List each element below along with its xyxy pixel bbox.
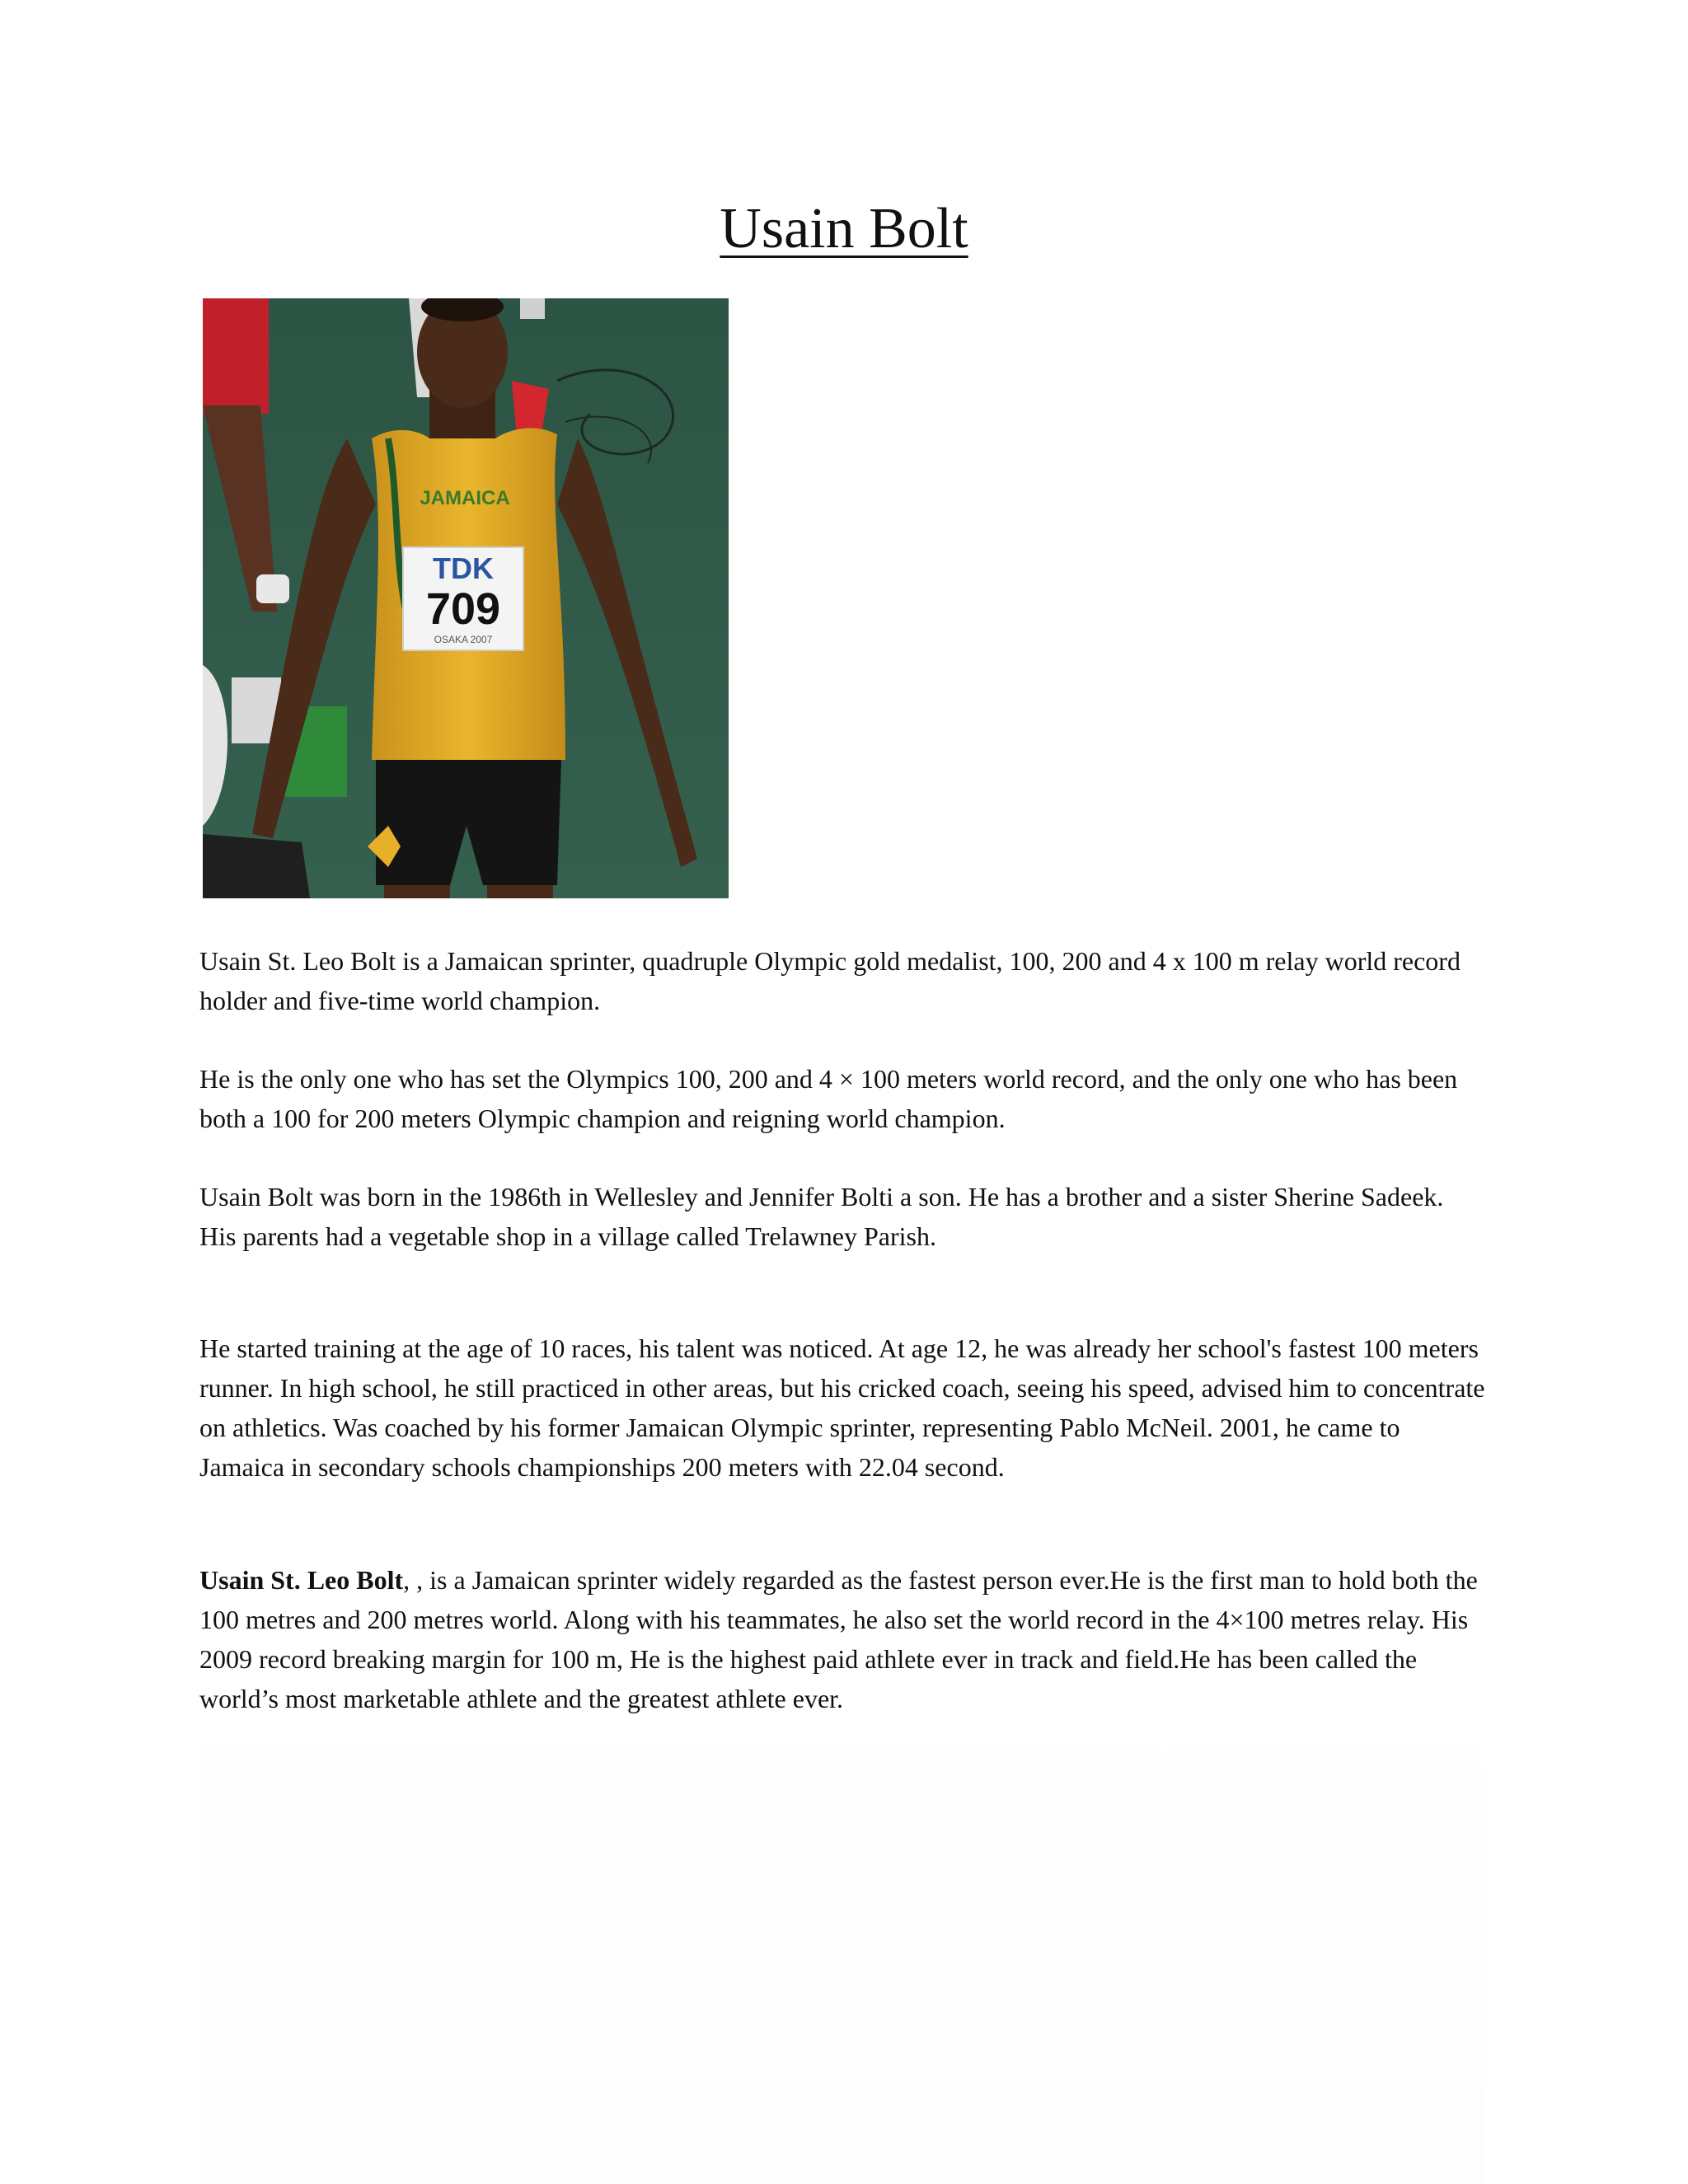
bold-name: Usain St. Leo Bolt xyxy=(199,1565,404,1595)
paragraph-training: He started training at the age of 10 races, his talent was noticed. At age 12, he was already her school's fastest 100 meters runner. In high school, he still practiced in other areas, but his cricked coach, seeing his speed, advised him to concentrate on athletics. Was coached by his former Jamaican Olympic sprinter, representing Pablo McNeil. 2001, he came to Jamaica in secondary schools championships 200 meters with 22.04 second. xyxy=(199,1333,1485,1482)
paragraph-family: Usain Bolt was born in the 1986th in Wellesley and Jennifer Bolti a son. He has a brother and a sister Sherine Sadeek. His parents had a vegetable shop in a village called Trelawney Parish. xyxy=(199,1182,1444,1251)
page-background xyxy=(199,1648,1485,2184)
bib-sponsor: TDK xyxy=(433,551,494,585)
bib-number: 709 xyxy=(425,584,501,634)
paragraph-records: He is the only one who has set the Olympics 100, 200 and 4 × 100 meters world record, and the only one who has been both a 100 for 200 meters Olympic champion and reigning world champion. xyxy=(199,1064,1458,1133)
jersey-text: JAMAICA xyxy=(420,487,510,509)
summary-text: , , is a Jamaican sprinter widely regarded as the fastest person ever.He is the first man to hold both the 100 metres and 200 metres world. Along with his teammates, he also set the world record in the 4×100 metres relay. His 2009 record breaking margin for 100 m, He is the highest paid athlete ever in track and field.He has been called the world’s most marketable athlete and the greatest athlete ever. xyxy=(199,1565,1478,1713)
athlete-photo xyxy=(203,298,729,898)
page-title: Usain Bolt xyxy=(720,197,968,260)
bib-event: OSAKA 2007 xyxy=(434,634,493,645)
paragraph-summary xyxy=(199,1560,1485,1718)
paragraph-intro: Usain St. Leo Bolt is a Jamaican sprinter, quadruple Olympic gold medalist, 100, 200 and 4 x 100 m relay world record holder and five-time world champion. xyxy=(199,946,1461,1015)
